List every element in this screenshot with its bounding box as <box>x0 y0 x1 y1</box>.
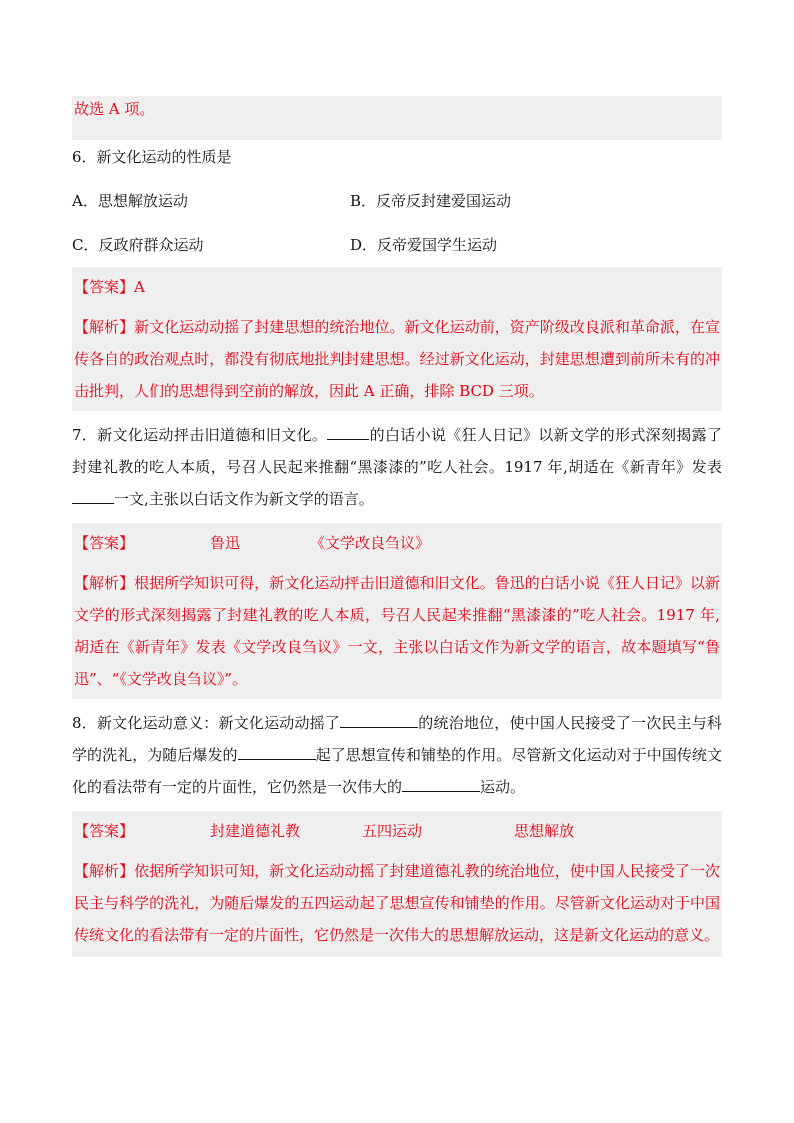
fill-blank <box>327 425 369 440</box>
question-6-analysis <box>72 309 722 411</box>
question-6-answer <box>72 267 722 309</box>
answer-label: 【答案】 <box>74 278 135 296</box>
fill-blank <box>402 777 480 792</box>
stem-text: 一文,主张以白话文作为新文学的语言。 <box>114 490 374 508</box>
question-6-stem: 6．新文化运动的性质是 <box>72 148 232 166</box>
question-6-options-row-1 <box>72 194 722 216</box>
answer-value: 封建道德礼教 <box>210 822 301 840</box>
stem-text: 7．新文化运动抨击旧道德和旧文化。 <box>72 426 328 444</box>
answer-value: 《文学改良刍议》 <box>310 534 431 552</box>
option-c: C．反政府群众运动 <box>72 236 204 254</box>
answer-label: 【答案】 <box>74 534 135 552</box>
option-a: A．思想解放运动 <box>72 192 188 210</box>
answer-value: 五四运动 <box>362 822 423 840</box>
stem-text: 起了思想宣传和铺垫的作用。尽管新文化运动对于中国传统文化的看法带有一定的片面性，它仍然是一次伟大的 <box>72 746 722 796</box>
option-d: D．反帝爱国学生运动 <box>350 236 498 254</box>
previous-answer-tail: 故选 A 项。 <box>74 100 155 118</box>
stem-text: 的统治地位，使中国人民接受了一次民主与科学的洗礼，为随后爆发的 <box>72 714 722 764</box>
question-8-answer <box>72 811 722 853</box>
analysis-label: 【解析】 <box>74 862 135 880</box>
fill-blank <box>238 745 316 760</box>
stem-text: 8．新文化运动意义：新文化运动动摇了 <box>72 714 341 732</box>
question-7-analysis <box>72 565 722 699</box>
fill-blank <box>340 713 418 728</box>
analysis-text: 新文化运动动摇了封建思想的统治地位。新文化运动前，资产阶级改良派和革命派，在宣传各自的政治观点时，都没有彻底地批判封建思想。经过新文化运动，封建思想遭到前所未有的冲击批判，人们的思想得到空前的解放，因此 A 正确，排除 BCD 三项。 <box>74 318 720 400</box>
option-b: B．反帝反封建爱国运动 <box>350 192 512 210</box>
stem-text: 运动。 <box>480 778 526 796</box>
analysis-label: 【解析】 <box>74 318 135 336</box>
analysis-label: 【解析】 <box>74 574 135 592</box>
analysis-text: 依据所学知识可知，新文化运动动摇了封建道德礼教的统治地位，使中国人民接受了一次民主与科学的洗礼，为随后爆发的五四运动起了思想宣传和铺垫的作用。尽管新文化运动对于中国传统文化的看法带有一定的片面性，它仍然是一次伟大的思想解放运动，这是新文化运动的意义。 <box>74 862 720 944</box>
previous-answer-box <box>72 96 722 140</box>
analysis-text: 根据所学知识可得，新文化运动抨击旧道德和旧文化。鲁迅的白话小说《狂人日记》以新文学的形式深刻揭露了封建礼教的吃人本质，号召人民起来推翻“黑漆漆的”吃人社会。1917 年,胡适在《新青年》发表《文学改良刍议》一文，主张以白话文作为新文学的语言，故本题填写“鲁迅”、“《文学改良刍议》”。 <box>74 574 720 688</box>
question-8-analysis <box>72 853 722 957</box>
answer-value: A <box>134 278 145 296</box>
stem-text: 的白话小说《狂人日记》以新文学的形式深刻揭露了封建礼教的吃人本质，号召人民起来推翻“黑漆漆的”吃人社会。1917 年,胡适在《新青年》发表 <box>72 426 722 476</box>
question-6-options-row-2 <box>72 238 722 260</box>
answer-value: 思想解放 <box>514 822 575 840</box>
answer-label: 【答案】 <box>74 822 135 840</box>
answer-value: 鲁迅 <box>210 534 241 552</box>
question-8-stem <box>72 707 722 803</box>
question-7-answer <box>72 523 722 565</box>
question-7-stem <box>72 419 722 515</box>
fill-blank <box>72 489 114 504</box>
document-page <box>72 96 722 957</box>
